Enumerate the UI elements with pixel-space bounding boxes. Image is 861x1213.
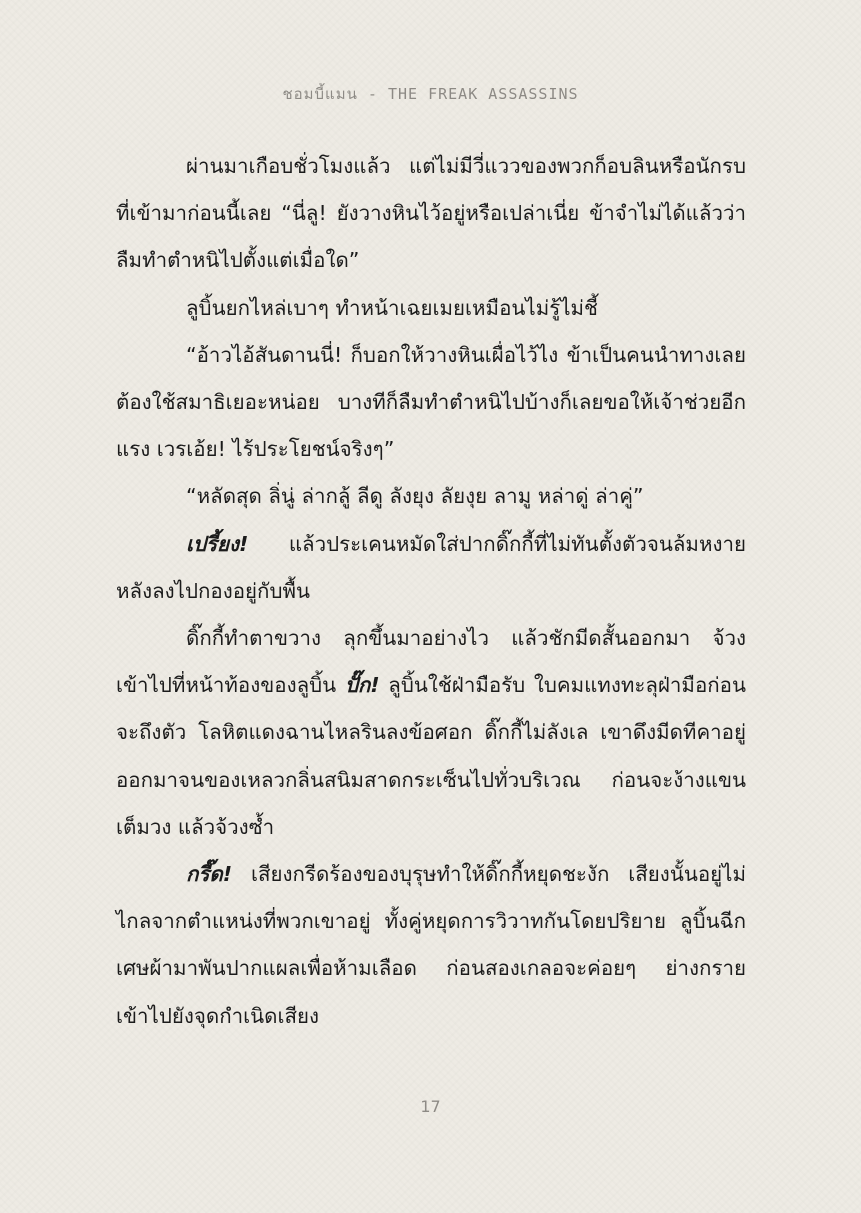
paragraph-6 bbox=[116, 615, 746, 851]
paragraph-5 bbox=[116, 521, 746, 615]
running-header: ชอมบี้แมน - THE FREAK ASSASSINS bbox=[282, 85, 579, 103]
sound-effect: ปั๊ก! bbox=[344, 673, 380, 698]
paragraph-text: ลูบิ้นใช้ฝ่ามือรับ ใบคมแทงทะลุฝ่ามือก่อนจะถึงตัว โลหิตแดงฉานไหลรินลงข้อศอก ดิ๊กกี้ไม่ลังเล เขาดึงมีดทีคาอยู่ออกมาจนของเหลวกลิ่นสนิมสาดกระเซ็นไปทั่วบริเวณ ก่อนจะง้างแขนเต็มวง แล้วจ้วงซ้ำ bbox=[116, 673, 747, 839]
paragraph-text: แล้วประเคนหมัดใส่ปากดิ๊กกี้ที่ไม่ทันตั้งตัวจนล้มหงายหลังลงไปกองอยู่กับพื้น bbox=[116, 531, 746, 603]
paragraph-text: ดิ๊กกี้ทำตาขวาง ลุกขึ้นมาอย่างไว แล้วชักมีดสั้นออกมา จ้วงเข้าไปที่หน้าท้องของลูบิ้น bbox=[116, 626, 746, 698]
paragraph-1: ผ่านมาเกือบชั่วโมงแล้ว แต่ไม่มีวี่แววของพวกก็อบลินหรือนักรบที่เข้ามาก่อนนี้เลย “นี่ลู! ยังวางหินไว้อยู่หรือเปล่าเนี่ย ข้าจำไม่ได้แล้วว่าลืมทำตำหนิไปตั้งแต่เมื่อใด” bbox=[116, 154, 746, 273]
paragraph-text: เสียงกรีดร้องของบุรุษทำให้ดิ๊กกี้หยุดชะงัก เสียงนั้นอยู่ไม่ไกลจากตำแหน่งที่พวกเขาอยู่ ทั้งคู่หยุดการวิวาทกันโดยปริยาย ลูบิ้นฉีกเศษผ้ามาพันปากแผลเพื่อห้ามเลือด ก่อนสองเกลอจะค่อยๆ ย่างกรายเข้าไปยังจุดกำเนิดเสียง bbox=[116, 862, 746, 1028]
body-text bbox=[116, 143, 746, 1040]
paragraph-2: ลูบิ้นยกไหล่เบาๆ ทำหน้าเฉยเมยเหมือนไม่รู้ไม่ชี้ bbox=[186, 295, 598, 320]
paragraph-4: “หลัดสุด ลิ่นู่ ล่ากลู้ ลีดู ลังยุง ลัยงุย ลามู หล่าดู่ ล่าคู่” bbox=[186, 484, 644, 509]
paragraph-3: “อ้าวไอ้สันดานนี่! ก็บอกให้วางหินเผื่อไว้ไง ข้าเป็นคนนำทางเลยต้องใช้สมาธิเยอะหน่อย บางทีก็ลืมทำตำหนิไปบ้างก็เลยขอให้เจ้าช่วยอีกแรง เวรเอ้ย! ไร้ประโยชน์จริงๆ” bbox=[116, 342, 746, 462]
paragraph-7 bbox=[116, 851, 746, 1040]
sound-effect: กรี๊ด! bbox=[186, 862, 233, 887]
sound-effect: เปรี้ยง! bbox=[186, 531, 249, 556]
page-number: 17 bbox=[420, 1097, 441, 1116]
